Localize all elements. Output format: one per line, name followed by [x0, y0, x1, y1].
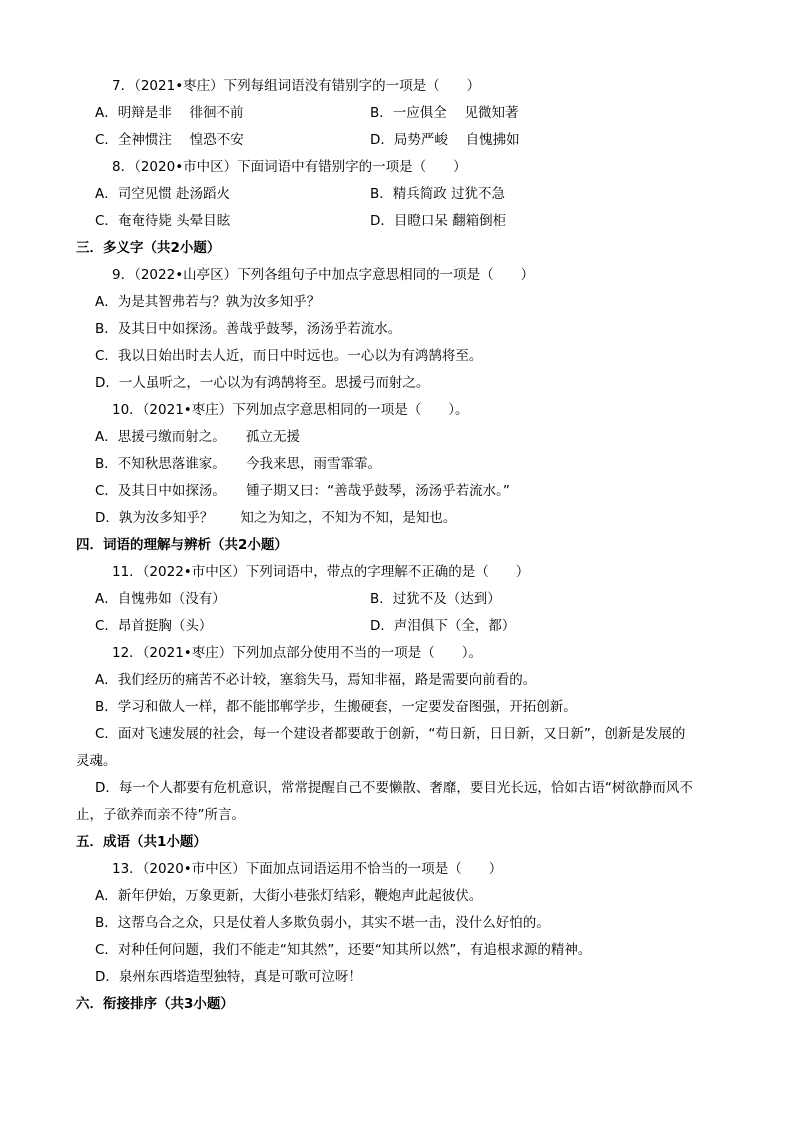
question-13-option-d: D．泉州东西塔造型独特，真是可歌可泣呀！ — [95, 969, 362, 985]
question-8-option-b: B．精兵简政 过犹不急 — [370, 186, 506, 202]
question-9-stem: 9．（2022•山亭区）下列各组句子中加点字意思相同的一项是（ ） — [112, 267, 535, 283]
question-12-option-d-cont: 止，子欲养而亲不待”所言。 — [76, 807, 245, 823]
question-12-stem: 12．（2021•枣庄）下列加点部分使用不当的一项是（ ）。 — [112, 645, 482, 661]
question-7-stem: 7．（2021•枣庄）下列每组词语没有错别字的一项是（ ） — [112, 78, 481, 94]
question-7-option-b: B．一应俱全 见微知著 — [370, 105, 519, 121]
question-11-option-d: D．声泪俱下（全，都） — [370, 618, 516, 634]
question-7-option-c: C．全神惯注 惶恐不安 — [95, 132, 244, 148]
question-13-option-b: B．这帮乌合之众，只是仗着人多欺负弱小，其实不堪一击，没什么好怕的。 — [95, 915, 550, 931]
question-13-option-c: C．对种任何问题，我们不能走“知其然”，还要“知其所以然”，有追根求源的精神。 — [95, 942, 592, 958]
question-9-option-d: D．一人虽听之，一心以为有鸿鹄将至。思援弓而射之。 — [95, 375, 430, 391]
question-9-option-b: B．及其日中如探汤。善哉乎鼓琴，汤汤乎若流水。 — [95, 321, 402, 337]
question-10-option-a: A．思援弓缴而射之。 孤立无援 — [95, 429, 300, 445]
question-13-option-a: A．新年伊始，万象更新，大街小巷张灯结彩，鞭炮声此起彼伏。 — [95, 888, 483, 904]
question-10-stem: 10．（2021•枣庄）下列加点字意思相同的一项是（ ）。 — [112, 402, 469, 418]
question-7-option-a: A．明辩是非 徘徊不前 — [95, 105, 244, 121]
question-10-option-c: C．及其日中如探汤。 锺子期又曰：“善哉乎鼓琴，汤汤乎若流水。” — [95, 483, 510, 499]
question-12-option-d: D．每一个人都要有危机意识，常常提醒自己不要懒散、奢靡，要目光长远，恰如古语“树欲静而风不 — [95, 780, 693, 796]
question-12-option-c-cont: 灵魂。 — [76, 753, 117, 769]
question-12-option-c: C．面对飞速发展的社会，每一个建设者都要敢于创新，“苟日新，日日新，又日新”，创新是发展的 — [95, 726, 686, 742]
question-9-option-a: A．为是其智弗若与？孰为汝多知乎？ — [95, 294, 321, 310]
question-10-option-b: B．不知秋思落谁家。 今我来思，雨雪霏霏。 — [95, 456, 382, 472]
section-4-heading: 四．词语的理解与辨析（共2小题） — [76, 537, 288, 553]
question-12-option-a: A．我们经历的痛苦不必计较，塞翁失马，焉知非福，路是需要向前看的。 — [95, 672, 537, 688]
section-3-heading: 三．多义字（共2小题） — [76, 240, 221, 256]
question-7-option-d: D．局势严峻 自愧拂如 — [370, 132, 520, 148]
question-8-option-d: D．目瞪口呆 翻箱倒柜 — [370, 213, 507, 229]
question-8-option-a: A．司空见惯 赴汤蹈火 — [95, 186, 231, 202]
section-5-heading: 五．成语（共1小题） — [76, 834, 207, 850]
question-10-option-d: D．孰为汝多知乎？ 知之为知之，不知为不知，是知也。 — [95, 510, 457, 526]
question-11-option-c: C．昂首挺胸（头） — [95, 618, 213, 634]
question-12-option-b: B．学习和做人一样，都不能邯郸学步，生搬硬套，一定要发奋图强，开拓创新。 — [95, 699, 577, 715]
question-9-option-c: C．我以日始出时去人近，而日中时远也。一心以为有鸿鹄将至。 — [95, 348, 483, 364]
question-8-option-c: C．奄奄待毙 头晕目眩 — [95, 213, 231, 229]
question-11-option-a: A．自愧弗如（没有） — [95, 591, 226, 607]
question-11-stem: 11．（2022•市中区）下列词语中，带点的字理解不正确的是（ ） — [112, 564, 530, 580]
question-8-stem: 8．（2020•市中区）下面词语中有错别字的一项是（ ） — [112, 159, 467, 175]
question-11-option-b: B．过犹不及（达到） — [370, 591, 501, 607]
section-6-heading: 六．衔接排序（共3小题） — [76, 996, 234, 1012]
question-13-stem: 13．（2020•市中区）下面加点词语运用不恰当的一项是（ ） — [112, 861, 503, 877]
